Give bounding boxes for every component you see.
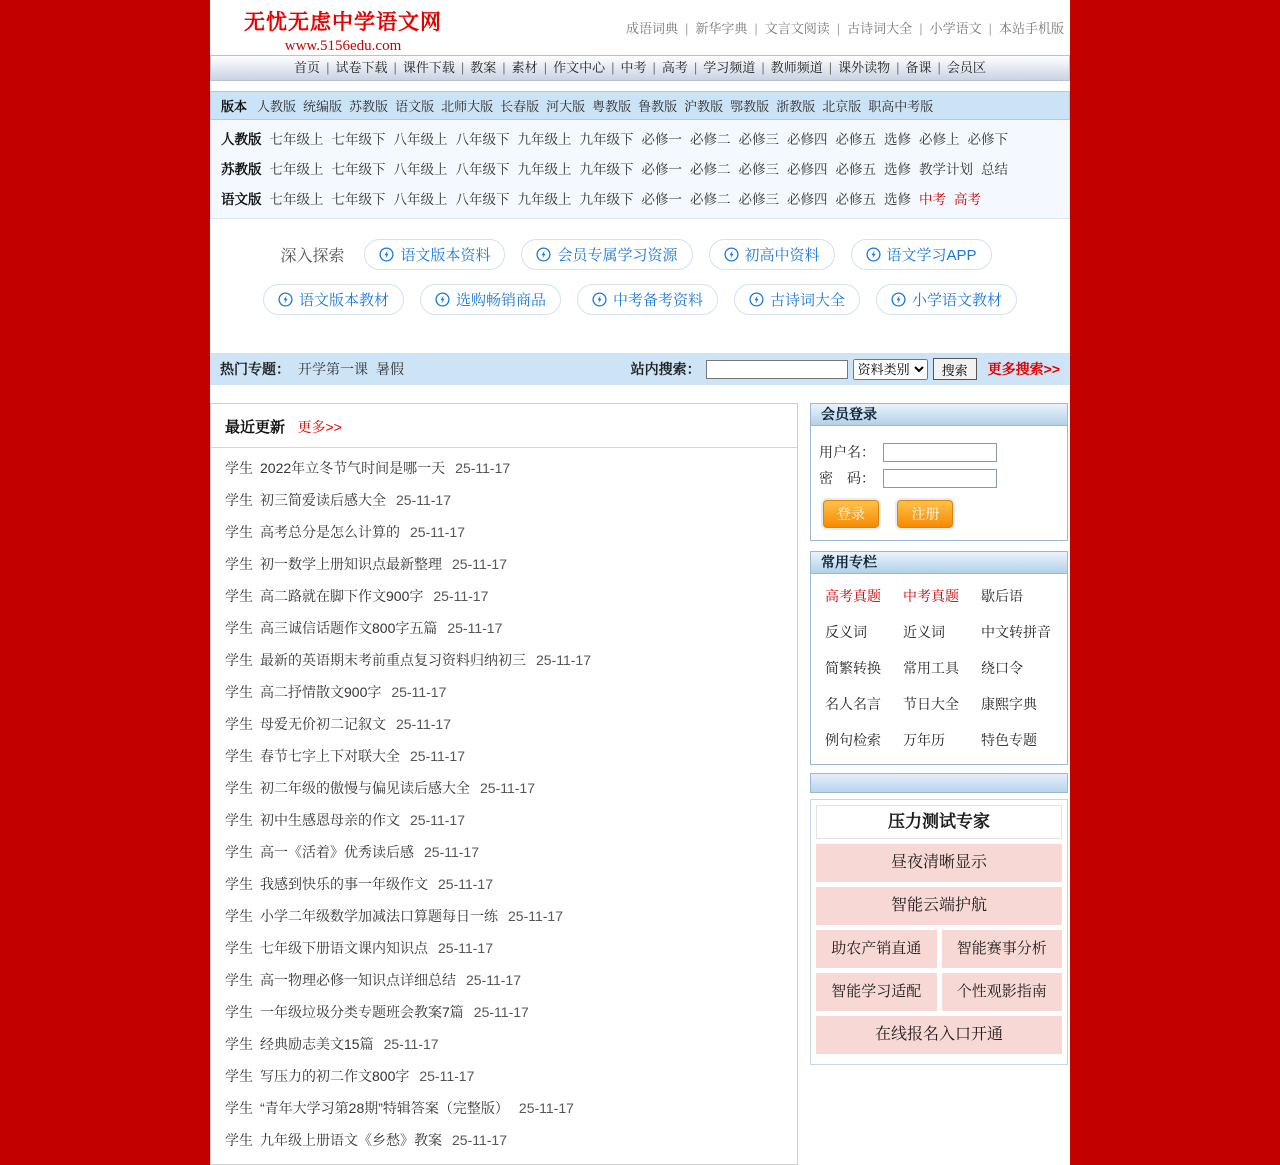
- item-tag: 学生: [225, 460, 253, 476]
- edition-row-yuwen: [221, 183, 1059, 213]
- nav-item[interactable]: | 中考: [605, 60, 646, 75]
- list-item: [225, 868, 783, 900]
- search-label: 站内搜索：: [630, 361, 701, 377]
- edition-link[interactable]: 沪教版: [684, 99, 724, 114]
- more-search-link[interactable]: 更多搜索>>: [987, 361, 1060, 377]
- item-date: 25-11-17: [410, 748, 466, 764]
- explore-pill[interactable]: [420, 284, 561, 315]
- column-link[interactable]: 例句检索: [825, 732, 881, 748]
- login-buttons: [819, 500, 1059, 528]
- site-search: [631, 358, 1060, 380]
- item-title[interactable]: 九年级上册语文《乡愁》教案: [260, 1132, 442, 1148]
- item-tag: 学生: [225, 844, 253, 860]
- circle-bolt-icon: [724, 247, 739, 262]
- item-tag: 学生: [225, 716, 253, 732]
- promo-footer[interactable]: 在线报名入口开通: [816, 1016, 1062, 1054]
- column-link[interactable]: 简繁转换: [825, 660, 881, 676]
- nav-item[interactable]: | 高考: [647, 60, 688, 75]
- item-title[interactable]: 高一物理必修一知识点详细总结: [260, 972, 456, 988]
- hot-topics-label: 热门专题：: [220, 361, 290, 377]
- circle-bolt-icon: [891, 292, 906, 307]
- item-date: 25-11-17: [383, 1036, 439, 1052]
- circle-bolt-icon: [435, 292, 450, 307]
- pill-label: 初高中资料: [744, 247, 820, 264]
- list-item: [225, 836, 783, 868]
- list-item: [225, 484, 783, 516]
- grade-link[interactable]: 必修三: [738, 162, 779, 177]
- item-tag: 学生: [225, 1132, 253, 1148]
- hot-links: [290, 359, 404, 379]
- item-date: 25-11-17: [410, 812, 466, 828]
- edition-link[interactable]: 鲁教版: [638, 99, 678, 114]
- nav-item[interactable]: | 会员区: [932, 60, 986, 75]
- page-container: [210, 0, 1070, 1165]
- login-form: [811, 426, 1067, 540]
- item-date: 25-11-17: [391, 684, 447, 700]
- edition-link[interactable]: 北京版: [822, 99, 862, 114]
- pill-label: 会员专属学习资源: [557, 247, 678, 264]
- item-date: 25-11-17: [433, 588, 489, 604]
- explore-pills-2: [255, 291, 1025, 308]
- item-tag: 学生: [225, 1100, 253, 1116]
- item-title[interactable]: 经典励志美文15篇: [260, 1036, 374, 1052]
- recent-updates-panel: [210, 403, 798, 1165]
- explore-pill[interactable]: [851, 239, 992, 270]
- grade-link[interactable]: 必修五: [835, 162, 876, 177]
- column-link[interactable]: 万年历: [903, 732, 945, 748]
- nav-item[interactable]: | 教师频道: [755, 60, 822, 75]
- item-date: 25-11-17: [508, 908, 564, 924]
- column-link[interactable]: 中文转拼音: [981, 624, 1051, 640]
- column-link[interactable]: 特色专题: [981, 732, 1037, 748]
- circle-bolt-icon: [379, 247, 394, 262]
- edition-link[interactable]: 苏教版: [349, 99, 389, 114]
- column-link[interactable]: 反义词: [825, 624, 867, 640]
- username-row: [819, 442, 1059, 462]
- nav-item[interactable]: | 课外读物: [823, 60, 890, 75]
- common-columns-panel: [810, 551, 1068, 765]
- grade-link[interactable]: 必修五: [835, 192, 876, 207]
- login-button[interactable]: 登录: [823, 500, 879, 528]
- explore-section: [210, 219, 1070, 343]
- circle-bolt-icon: [536, 247, 551, 262]
- item-date: 25-11-17: [480, 780, 536, 796]
- recent-more-link[interactable]: 更多>>: [297, 419, 342, 435]
- item-tag: 学生: [225, 780, 253, 796]
- grade-link[interactable]: 必修上: [919, 132, 960, 147]
- edition-row-label: 苏教版: [221, 162, 262, 177]
- pill-label: 语文版本资料: [400, 247, 491, 264]
- edition-row-links: [270, 192, 920, 207]
- grade-link[interactable]: 选修: [884, 132, 911, 147]
- item-tag: 学生: [225, 1068, 253, 1084]
- member-login-title: 会员登录: [811, 404, 1067, 426]
- item-date: 25-11-17: [536, 652, 592, 668]
- exam-link[interactable]: 中考: [919, 192, 946, 207]
- item-tag: 学生: [225, 812, 253, 828]
- pill-label: 小学语文教材: [912, 292, 1003, 309]
- grade-link[interactable]: 选修: [884, 162, 911, 177]
- list-item: [225, 996, 783, 1028]
- column-link[interactable]: 高考真题: [825, 588, 881, 604]
- list-item: [225, 804, 783, 836]
- hot-topic-link[interactable]: 暑假: [376, 361, 404, 377]
- item-title[interactable]: 初一数学上册知识点最新整理: [260, 556, 442, 572]
- nav-item[interactable]: | 素材: [496, 60, 537, 75]
- top-link[interactable]: | 本站手机版: [982, 21, 1064, 36]
- password-label: 密 码：: [819, 470, 875, 486]
- column-link[interactable]: 节日大全: [903, 696, 959, 712]
- explore-pills-1: [356, 246, 999, 263]
- promo-grid-cell[interactable]: 智能学习适配: [816, 973, 937, 1011]
- column-link[interactable]: 名人名言: [825, 696, 881, 712]
- explore-pill[interactable]: [364, 239, 505, 270]
- list-item: [225, 964, 783, 996]
- edition-row-renjiao: [221, 123, 1059, 153]
- item-title[interactable]: 高二路就在脚下作文900字: [260, 588, 424, 604]
- list-item: [225, 1124, 783, 1156]
- item-tag: 学生: [225, 684, 253, 700]
- search-input[interactable]: [706, 360, 848, 379]
- explore-pill[interactable]: [876, 284, 1017, 315]
- promo-grid-cell[interactable]: 助农产销直通: [816, 930, 937, 968]
- top-link[interactable]: | 新华字典: [678, 21, 747, 36]
- item-date: 25-11-17: [452, 1132, 508, 1148]
- item-date: 25-11-17: [396, 716, 452, 732]
- pill-label: 古诗词大全: [770, 292, 846, 309]
- grade-link[interactable]: 必修一: [641, 162, 682, 177]
- grade-link[interactable]: 必修五: [835, 132, 876, 147]
- site-title: 无忧无虑中学语文网: [244, 11, 442, 34]
- item-title[interactable]: 初二年级的傲慢与偏见读后感大全: [260, 780, 470, 796]
- grade-link[interactable]: 必修二: [690, 132, 731, 147]
- list-item: [225, 1060, 783, 1092]
- item-title[interactable]: 高一《活着》优秀读后感: [260, 844, 414, 860]
- edition-bar-label: 版本: [221, 99, 248, 114]
- item-title[interactable]: 写压力的初二作文800字: [260, 1068, 410, 1084]
- grade-link[interactable]: 必修四: [787, 132, 828, 147]
- grade-link[interactable]: 九年级下: [579, 192, 634, 207]
- site-logo[interactable]: [210, 0, 442, 55]
- item-tag: 学生: [225, 588, 253, 604]
- item-date: 25-11-17: [438, 876, 494, 892]
- promo-grid: [816, 930, 1062, 1011]
- grade-link[interactable]: 七年级上: [269, 162, 324, 177]
- item-tag: 学生: [225, 972, 253, 988]
- grade-link[interactable]: 九年级下: [579, 132, 634, 147]
- explore-row-1: [210, 239, 1070, 270]
- promo-headline[interactable]: 压力测试专家: [816, 805, 1062, 839]
- sidebar: [810, 403, 1068, 1065]
- explore-pill[interactable]: [709, 239, 835, 270]
- item-title[interactable]: 我感到快乐的事一年级作文: [260, 876, 428, 892]
- circle-bolt-icon: [278, 292, 293, 307]
- edition-row-sujiao: [221, 153, 1059, 183]
- edition-rows: [210, 120, 1070, 219]
- list-item: [225, 644, 783, 676]
- item-tag: 学生: [225, 620, 253, 636]
- column-link[interactable]: 常用工具: [903, 660, 959, 676]
- item-tag: 学生: [225, 556, 253, 572]
- item-date: 25-11-17: [452, 556, 508, 572]
- grade-link[interactable]: 九年级上: [517, 162, 572, 177]
- item-date: 25-11-17: [466, 972, 522, 988]
- grade-link[interactable]: 八年级下: [455, 192, 510, 207]
- recent-list: [211, 448, 797, 1164]
- grade-link[interactable]: 必修四: [787, 162, 828, 177]
- register-button[interactable]: 注册: [897, 500, 953, 528]
- nav-item[interactable]: | 课件下载: [387, 60, 454, 75]
- column-link[interactable]: 绕口令: [981, 660, 1023, 676]
- username-label: 用户名：: [819, 444, 875, 460]
- item-tag: 学生: [225, 492, 253, 508]
- top-link[interactable]: | 小学语文: [912, 21, 981, 36]
- grade-link[interactable]: 八年级下: [455, 132, 510, 147]
- item-title[interactable]: “青年大学习第28期”特辑答案（完整版）: [260, 1100, 509, 1116]
- grade-link[interactable]: 教学计划: [919, 162, 973, 177]
- edition-row-red-links: [919, 192, 989, 207]
- grade-link[interactable]: 七年级下: [331, 192, 386, 207]
- password-field[interactable]: [883, 469, 997, 488]
- item-title[interactable]: 最新的英语期末考前重点复习资料归纳初三: [260, 652, 526, 668]
- item-title[interactable]: 一年级垃圾分类专题班会教案7篇: [260, 1004, 464, 1020]
- circle-bolt-icon: [866, 247, 881, 262]
- item-tag: 学生: [225, 1004, 253, 1020]
- edition-row-label: 语文版: [221, 192, 262, 207]
- promo-grid-cell[interactable]: 个性观影指南: [942, 973, 1063, 1011]
- list-item: [225, 1028, 783, 1060]
- explore-pill[interactable]: [577, 284, 718, 315]
- common-columns-title: 常用专栏: [811, 552, 1067, 574]
- recent-updates-header: [211, 404, 797, 448]
- edition-link[interactable]: 粤教版: [592, 99, 632, 114]
- top-links: [626, 18, 1064, 37]
- nav-item[interactable]: 首页: [294, 60, 321, 75]
- item-title[interactable]: 初中生感恩母亲的作文: [260, 812, 400, 828]
- promo-grid-cell[interactable]: 智能赛事分析: [942, 930, 1063, 968]
- grade-link[interactable]: 必修一: [641, 192, 682, 207]
- top-link[interactable]: | 古诗词大全: [830, 21, 912, 36]
- column-link[interactable]: 歇后语: [981, 588, 1023, 604]
- edition-row-links: [270, 162, 1017, 177]
- grade-link[interactable]: 八年级上: [393, 162, 448, 177]
- grade-link[interactable]: 八年级下: [455, 162, 510, 177]
- item-title[interactable]: 七年级下册语文课内知识点: [260, 940, 428, 956]
- username-field[interactable]: [883, 443, 997, 462]
- explore-pill[interactable]: [263, 284, 404, 315]
- list-item: [225, 580, 783, 612]
- grade-link[interactable]: 九年级上: [517, 192, 572, 207]
- grade-link[interactable]: 必修二: [690, 162, 731, 177]
- edition-link[interactable]: 北师大版: [441, 99, 494, 114]
- item-tag: 学生: [225, 876, 253, 892]
- member-login-panel: [810, 403, 1068, 541]
- search-button[interactable]: 搜索: [933, 358, 977, 380]
- grade-link[interactable]: 总结: [981, 162, 1008, 177]
- top-link[interactable]: | 文言文阅读: [747, 21, 829, 36]
- item-title[interactable]: 高三诚信话题作文800字五篇: [260, 620, 438, 636]
- circle-bolt-icon: [749, 292, 764, 307]
- grade-link[interactable]: 七年级下: [331, 162, 386, 177]
- common-columns-grid: [811, 574, 1067, 764]
- item-date: 25-11-17: [473, 1004, 529, 1020]
- grade-link[interactable]: 必修三: [738, 192, 779, 207]
- item-title[interactable]: 高考总分是怎么计算的: [260, 524, 400, 540]
- edition-link[interactable]: 鄂教版: [730, 99, 770, 114]
- list-item: [225, 740, 783, 772]
- category-select[interactable]: [853, 359, 928, 380]
- grade-link[interactable]: 必修下: [967, 132, 1008, 147]
- item-title[interactable]: 2022年立冬节气时间是哪一天: [260, 460, 446, 476]
- item-tag: 学生: [225, 748, 253, 764]
- item-tag: 学生: [225, 524, 253, 540]
- item-date: 25-11-17: [396, 492, 452, 508]
- item-title[interactable]: 高二抒情散文900字: [260, 684, 382, 700]
- pill-label: 语文版本教材: [298, 292, 389, 309]
- edition-link[interactable]: 河大版: [546, 99, 586, 114]
- grade-link[interactable]: 必修三: [738, 132, 779, 147]
- explore-pill[interactable]: [734, 284, 860, 315]
- list-item: [225, 516, 783, 548]
- item-date: 25-11-17: [410, 524, 466, 540]
- exam-link[interactable]: 高考: [954, 192, 981, 207]
- circle-bolt-icon: [592, 292, 607, 307]
- grade-link[interactable]: 九年级下: [579, 162, 634, 177]
- edition-link[interactable]: 职高中考版: [868, 99, 934, 114]
- grade-link[interactable]: 七年级上: [269, 192, 324, 207]
- item-tag: 学生: [225, 1036, 253, 1052]
- nav-item[interactable]: | 试卷下载: [320, 60, 387, 75]
- hot-topic-link[interactable]: 开学第一课: [298, 361, 368, 377]
- pill-label: 中考备考资料: [612, 292, 703, 309]
- edition-link[interactable]: 人教版: [257, 99, 297, 114]
- edition-link[interactable]: 语文版: [395, 99, 435, 114]
- item-title[interactable]: 小学二年级数学加减法口算题每日一练: [260, 908, 498, 924]
- nav-item[interactable]: | 教案: [455, 60, 496, 75]
- column-link[interactable]: 中考真题: [903, 588, 959, 604]
- list-item: [225, 452, 783, 484]
- grade-link[interactable]: 九年级上: [517, 132, 572, 147]
- item-tag: 学生: [225, 940, 253, 956]
- item-title[interactable]: 母爱无价初二记叙文: [260, 716, 386, 732]
- item-date: 25-11-17: [447, 620, 503, 636]
- grade-link[interactable]: 必修一: [641, 132, 682, 147]
- item-tag: 学生: [225, 652, 253, 668]
- list-item: [225, 708, 783, 740]
- edition-link[interactable]: 统编版: [303, 99, 343, 114]
- edition-row-links: [270, 132, 1017, 147]
- edition-bar: [210, 91, 1070, 120]
- explore-pill[interactable]: [521, 239, 692, 270]
- promo-panel: [810, 799, 1068, 1065]
- list-item: [225, 612, 783, 644]
- grade-link[interactable]: 七年级下: [331, 132, 386, 147]
- item-date: 25-11-17: [419, 1068, 475, 1084]
- password-row: [819, 468, 1059, 488]
- pill-label: 选购畅销商品: [455, 292, 546, 309]
- edition-row-label: 人教版: [221, 132, 262, 147]
- column-link[interactable]: 康熙字典: [981, 696, 1037, 712]
- item-tag: 学生: [225, 908, 253, 924]
- list-item: [225, 932, 783, 964]
- item-title[interactable]: 春节七字上下对联大全: [260, 748, 400, 764]
- item-date: 25-11-17: [424, 844, 480, 860]
- top-link[interactable]: 成语词典: [625, 21, 678, 36]
- item-date: 25-11-17: [455, 460, 511, 476]
- explore-row-2: [210, 284, 1070, 315]
- grade-link[interactable]: 选修: [884, 192, 911, 207]
- item-title[interactable]: 初三简爱读后感大全: [260, 492, 386, 508]
- list-item: [225, 772, 783, 804]
- item-date: 25-11-17: [438, 940, 494, 956]
- list-item: [225, 900, 783, 932]
- ad-header-bar: [810, 773, 1068, 793]
- list-item: [225, 548, 783, 580]
- site-header: [210, 0, 1070, 55]
- main-content: [210, 403, 1070, 1165]
- grade-link[interactable]: 八年级上: [393, 192, 448, 207]
- nav-item[interactable]: | 学习频道: [688, 60, 755, 75]
- grade-link[interactable]: 必修四: [787, 192, 828, 207]
- nav-item[interactable]: | 备课: [890, 60, 931, 75]
- pill-label: 语文学习APP: [886, 247, 977, 264]
- main-nav: [210, 55, 1070, 81]
- list-item: [225, 1092, 783, 1124]
- column-link[interactable]: 近义词: [903, 624, 945, 640]
- explore-label: 深入探索: [280, 248, 345, 265]
- recent-updates-title: 最近更新: [225, 419, 286, 436]
- edition-link[interactable]: 浙教版: [776, 99, 816, 114]
- nav-item[interactable]: | 作文中心: [538, 60, 605, 75]
- grade-link[interactable]: 八年级上: [393, 132, 448, 147]
- grade-link[interactable]: 七年级上: [269, 132, 324, 147]
- hot-topics-bar: [210, 353, 1070, 385]
- promo-line[interactable]: 智能云端护航: [816, 887, 1062, 925]
- edition-link[interactable]: 长春版: [500, 99, 540, 114]
- promo-line[interactable]: 昼夜清晰显示: [816, 844, 1062, 882]
- grade-link[interactable]: 必修二: [690, 192, 731, 207]
- list-item: [225, 676, 783, 708]
- edition-links: [257, 99, 940, 114]
- site-url: www.5156edu.com: [284, 38, 402, 54]
- item-date: 25-11-17: [518, 1100, 574, 1116]
